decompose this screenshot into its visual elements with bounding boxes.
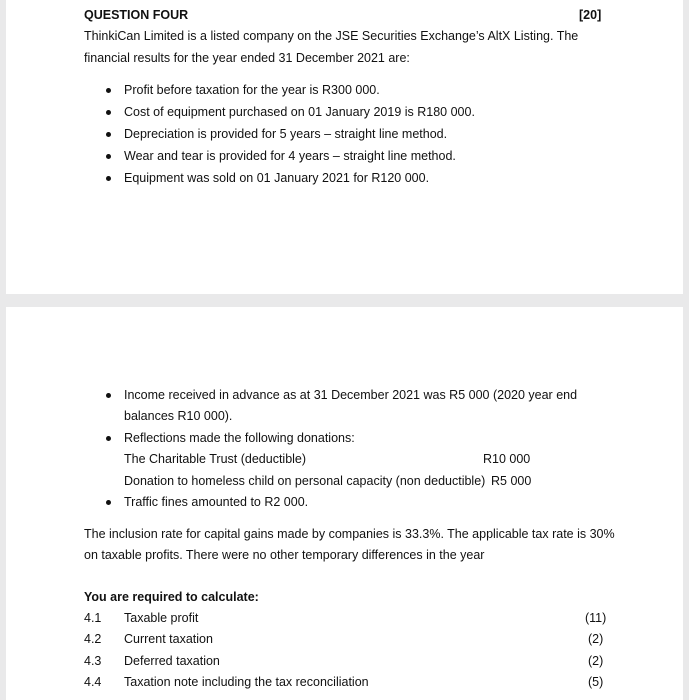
donation-amount: R5 000 — [491, 474, 532, 488]
question-text: Current taxation — [124, 632, 213, 646]
list-item-text: Traffic fines amounted to R2 000. — [124, 495, 309, 509]
list-item-text: Equipment was sold on 01 January 2021 for R120 000. — [124, 171, 430, 185]
bullet-icon — [106, 393, 111, 398]
question-marks: (2) — [588, 654, 604, 668]
question-text: Deferred taxation — [124, 654, 220, 668]
bullet-icon — [106, 88, 111, 93]
paragraph-line-1: The inclusion rate for capital gains made by companies is 33.3%. The applicable tax rate is 30% — [84, 527, 615, 541]
list-item-text-continued: balances R10 000). — [124, 409, 233, 423]
donation-label: Donation to homeless child on personal capacity (non deductible) — [124, 474, 486, 488]
question-text: Taxation note including the tax reconciliation — [124, 675, 369, 689]
bullet-icon — [106, 176, 111, 181]
list-item-text: Reflections made the following donations: — [124, 431, 355, 445]
document-page-2 — [6, 307, 683, 700]
bullet-icon — [106, 132, 111, 137]
question-marks: (2) — [588, 632, 604, 646]
paragraph-line-2: on taxable profits. There were no other temporary differences in the year — [84, 548, 485, 562]
list-item-text: Depreciation is provided for 5 years – straight line method. — [124, 127, 448, 141]
donation-amount: R10 000 — [483, 452, 531, 466]
question-marks: (11) — [585, 611, 607, 625]
bullet-icon — [106, 110, 111, 115]
list-item-text: Wear and tear is provided for 4 years – straight line method. — [124, 149, 456, 163]
intro-text-line-2: financial results for the year ended 31 December 2021 are: — [84, 51, 410, 65]
bullet-icon — [106, 500, 111, 505]
list-item-text: Cost of equipment purchased on 01 January 2019 is R180 000. — [124, 105, 475, 119]
question-total-marks: [20] — [579, 8, 602, 22]
question-heading: QUESTION FOUR — [84, 8, 189, 22]
bullet-icon — [106, 154, 111, 159]
intro-text-line-1: ThinkiCan Limited is a listed company on the JSE Securities Exchange’s AltX Listing. The — [84, 29, 579, 43]
question-number: 4.3 — [84, 654, 102, 668]
question-number: 4.2 — [84, 632, 102, 646]
list-item-text: Profit before taxation for the year is R300 000. — [124, 83, 380, 97]
donation-label: The Charitable Trust (deductible) — [124, 452, 307, 466]
question-number: 4.4 — [84, 675, 102, 689]
question-number: 4.1 — [84, 611, 102, 625]
question-text: Taxable profit — [124, 611, 199, 625]
question-marks: (5) — [588, 675, 604, 689]
required-heading: You are required to calculate: — [84, 590, 259, 604]
bullet-icon — [106, 436, 111, 441]
list-item-text: Income received in advance as at 31 December 2021 was R5 000 (2020 year end — [124, 388, 578, 402]
document-page-1 — [6, 0, 683, 294]
